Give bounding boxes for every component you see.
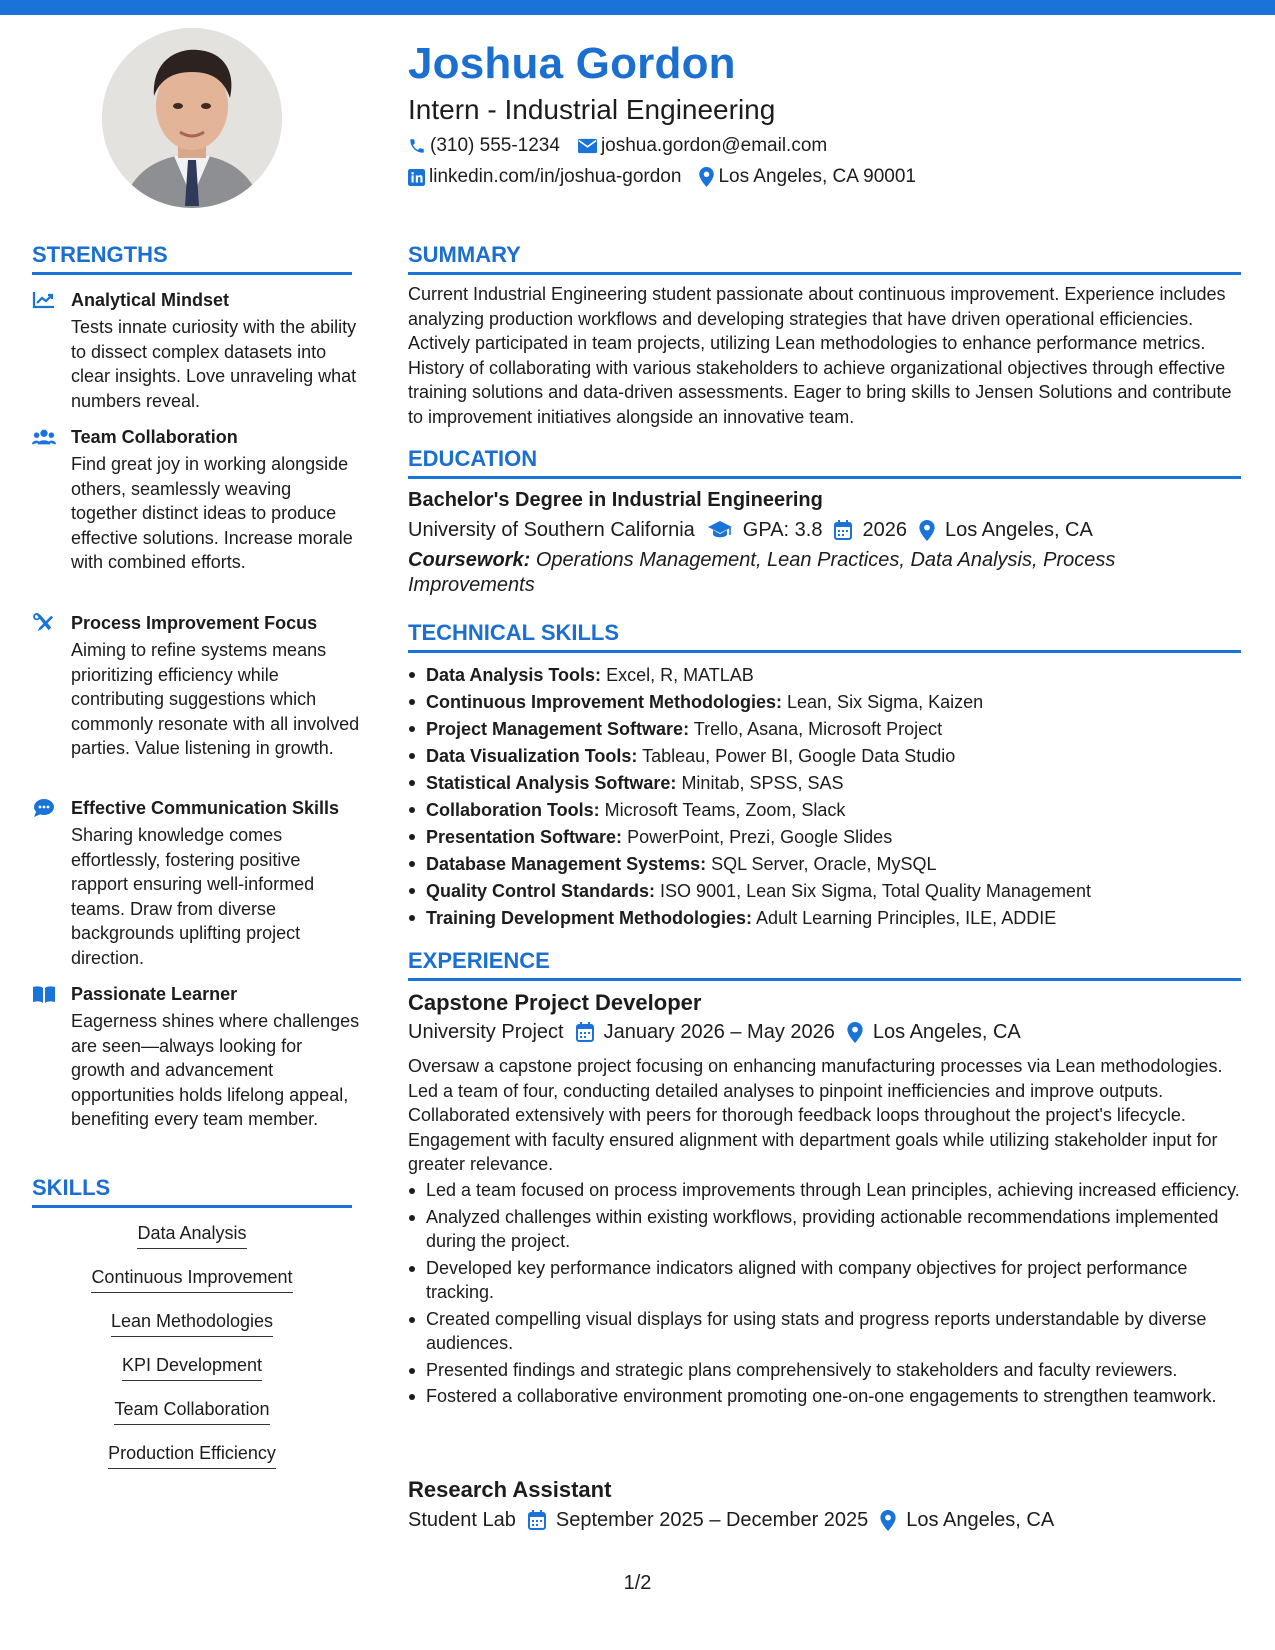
education-meta: [408, 518, 1105, 542]
job-location: Los Angeles, CA: [872, 1021, 1021, 1043]
gpa-item: [707, 518, 823, 542]
phone-icon: [408, 137, 426, 155]
summary-text: Current Industrial Engineering student passionate about continuous improvement. Experience includes analyzing production workflows and developing strategies that have driven operational efficiencies. Actively participated in team projects, utilizing Lean methodologies to enhance performance metrics. History of collaborating with various stakeholders to achieve organizational objectives through effective training solutions and data-driven assessments. Eager to bring skills to Jensen Solutions and contribute to improvement initiatives alongside an innovative team.: [408, 284, 1232, 427]
job-dates-item: [576, 1020, 835, 1044]
linkedin-contact[interactable]: [408, 166, 681, 188]
top-accent-bar: [0, 0, 1275, 15]
strength-item: [32, 289, 357, 411]
job-location-item: [880, 1508, 1054, 1532]
technical-skill-item: Statistical Analysis Software: Minitab, SPSS, SAS: [408, 770, 1248, 797]
strength-item: [32, 983, 360, 1153]
skill-tag: Production Efficiency: [108, 1442, 276, 1469]
job-dates: January 2026 – May 2026: [603, 1021, 835, 1043]
strength-item: [32, 797, 352, 967]
skills-rule: [32, 1205, 352, 1208]
technical-skill-item: Continuous Improvement Methodologies: Lean, Six Sigma, Kaizen: [408, 689, 1248, 716]
school-name: University of Southern California: [408, 519, 695, 541]
calendar-icon: [834, 520, 852, 540]
coursework-label: Coursework:: [408, 549, 531, 571]
strengths-heading: STRENGTHS: [32, 242, 168, 267]
gpa-text: GPA: 3.8: [742, 519, 823, 541]
job-bullet: Fostered a collaborative environment promoting one-on-one engagements to strengthen teamwork.: [408, 1384, 1243, 1409]
job-summary: Oversaw a capstone project focusing on enhancing manufacturing processes via Lean methodologies. Led a team of four, conducting detailed analyses to pinpoint inefficiencies and improve outputs. Collaborated extensively with peers for thorough feedback loops throughout the project's lifecycle. Engagement with faculty ensured alignment with department goals while utilizing stakeholder input for greater relevance.: [408, 1056, 1223, 1174]
job-bullet: Led a team focused on process improvements through Lean principles, achieving increased efficiency.: [408, 1178, 1243, 1203]
location-text: Los Angeles, CA 90001: [718, 166, 916, 187]
skill-tag: Data Analysis: [137, 1222, 246, 1249]
job-title: Research Assistant: [408, 1477, 612, 1502]
chart-line-icon: [32, 290, 56, 310]
experience-rule: [408, 978, 1241, 981]
profile-photo: [102, 28, 282, 208]
strengths-rule: [32, 272, 352, 275]
summary-rule: [408, 272, 1241, 275]
envelope-icon: [578, 138, 597, 154]
strength-title: Team Collaboration: [71, 427, 238, 447]
technical-skill-item: Project Management Software: Trello, Asana, Microsoft Project: [408, 716, 1248, 743]
job-meta: [408, 1020, 1033, 1044]
technical-skill-item: Quality Control Standards: ISO 9001, Lean Six Sigma, Total Quality Management: [408, 878, 1248, 905]
technical-skill-item: Data Analysis Tools: Excel, R, MATLAB: [408, 662, 1248, 689]
year-item: [834, 518, 907, 542]
strength-desc: Find great joy in working alongside others, seamlessly weaving together distinct ideas to produce effective solutions. Increase morale with combined efforts.: [71, 454, 353, 572]
strength-title: Passionate Learner: [71, 984, 238, 1004]
technical-skills-list: [408, 662, 1248, 932]
skill-tag: Lean Methodologies: [111, 1310, 273, 1337]
users-icon: [32, 427, 56, 447]
map-pin-icon: [919, 520, 935, 541]
job-bullet: Presented findings and strategic plans comprehensively to stakeholders and faculty reviewers.: [408, 1358, 1243, 1383]
skills-heading: SKILLS: [32, 1175, 111, 1200]
coursework: [408, 548, 1208, 598]
book-open-icon: [32, 984, 56, 1004]
map-pin-icon: [847, 1022, 863, 1043]
strength-desc: Eagerness shines where challenges are seen—always looking for growth and advancement opportunities holds lifelong appeal, benefiting every team member.: [71, 1011, 360, 1129]
job-org: Student Lab: [408, 1509, 516, 1531]
location-contact: [699, 166, 916, 188]
education-rule: [408, 476, 1241, 479]
degree-title: Bachelor's Degree in Industrial Engineering: [408, 489, 823, 511]
skills-list: [32, 1222, 352, 1486]
strength-title: Effective Communication Skills: [71, 798, 340, 818]
job-bullets: [408, 1178, 1243, 1411]
edu-location-text: Los Angeles, CA: [944, 519, 1093, 541]
candidate-name: Joshua Gordon: [408, 39, 736, 88]
strength-item: [32, 426, 352, 596]
technical-skills-heading: TECHNICAL SKILLS: [408, 620, 620, 645]
job-bullet: Analyzed challenges within existing workflows, providing actionable recommendations implemented during the project.: [408, 1205, 1243, 1254]
experience-heading: EXPERIENCE: [408, 948, 550, 973]
chat-bubble-icon: [32, 798, 56, 818]
graduation-cap-icon: [707, 520, 733, 540]
coursework-text: Operations Management, Lean Practices, Data Analysis, Process Improvements: [408, 549, 1116, 596]
strength-title: Analytical Mindset: [71, 290, 230, 310]
strength-desc: Sharing knowledge comes effortlessly, fostering positive rapport ensuring well-informed teams. Draw from diverse backgrounds uplifting project direction.: [71, 825, 315, 968]
skill-tag: KPI Development: [122, 1354, 262, 1381]
strength-desc: Aiming to refine systems means prioritizing efficiency while contributing suggestions which commonly resonate with all involved parties. Value listening in growth.: [71, 640, 360, 758]
email-contact[interactable]: [578, 135, 827, 157]
contact-row-2: [408, 166, 934, 188]
map-pin-icon: [699, 167, 714, 187]
technical-skill-item: Presentation Software: PowerPoint, Prezi, Google Slides: [408, 824, 1248, 851]
technical-skill-item: Database Management Systems: SQL Server, Oracle, MySQL: [408, 851, 1248, 878]
skill-tag: Team Collaboration: [114, 1398, 269, 1425]
strength-title: Process Improvement Focus: [71, 613, 318, 633]
linkedin-icon: [408, 169, 425, 186]
technical-skills-rule: [408, 650, 1241, 653]
job-dates-item: [528, 1508, 868, 1532]
strength-item: [32, 612, 360, 782]
summary-heading: SUMMARY: [408, 242, 521, 267]
job-bullet: Created compelling visual displays for using stats and progress reports understandable by diverse audiences.: [408, 1307, 1243, 1356]
phone-text: (310) 555-1234: [430, 135, 560, 156]
job-dates: September 2025 – December 2025: [555, 1509, 869, 1531]
technical-skill-item: Collaboration Tools: Microsoft Teams, Zoom, Slack: [408, 797, 1248, 824]
job-location: Los Angeles, CA: [906, 1509, 1055, 1531]
year-text: 2026: [862, 519, 907, 541]
skill-tag: Continuous Improvement: [91, 1266, 292, 1293]
job-bullet: Developed key performance indicators aligned with company objectives for project performance tracking.: [408, 1256, 1243, 1305]
edu-location-item: [919, 518, 1093, 542]
strength-desc: Tests innate curiosity with the ability to dissect complex datasets into clear insights. Love unraveling what numbers reveal.: [71, 317, 357, 411]
technical-skill-item: Training Development Methodologies: Adult Learning Principles, ILE, ADDIE: [408, 905, 1248, 932]
job-org: University Project: [408, 1021, 564, 1043]
technical-skill-item: Data Visualization Tools: Tableau, Power BI, Google Data Studio: [408, 743, 1248, 770]
phone-contact[interactable]: [408, 135, 560, 157]
calendar-icon: [528, 1510, 546, 1530]
map-pin-icon: [880, 1510, 896, 1531]
job-location-item: [847, 1020, 1021, 1044]
page-number: 1/2: [623, 1572, 652, 1594]
candidate-role: Intern - Industrial Engineering: [408, 94, 776, 125]
contact-row-1: [408, 135, 845, 157]
education-heading: EDUCATION: [408, 446, 538, 471]
job-title: Capstone Project Developer: [408, 990, 702, 1015]
linkedin-text: linkedin.com/in/joshua-gordon: [429, 166, 682, 187]
job-meta: [408, 1508, 1066, 1532]
calendar-icon: [576, 1022, 594, 1042]
tools-icon: [32, 613, 56, 633]
email-text: joshua.gordon@email.com: [600, 135, 828, 156]
